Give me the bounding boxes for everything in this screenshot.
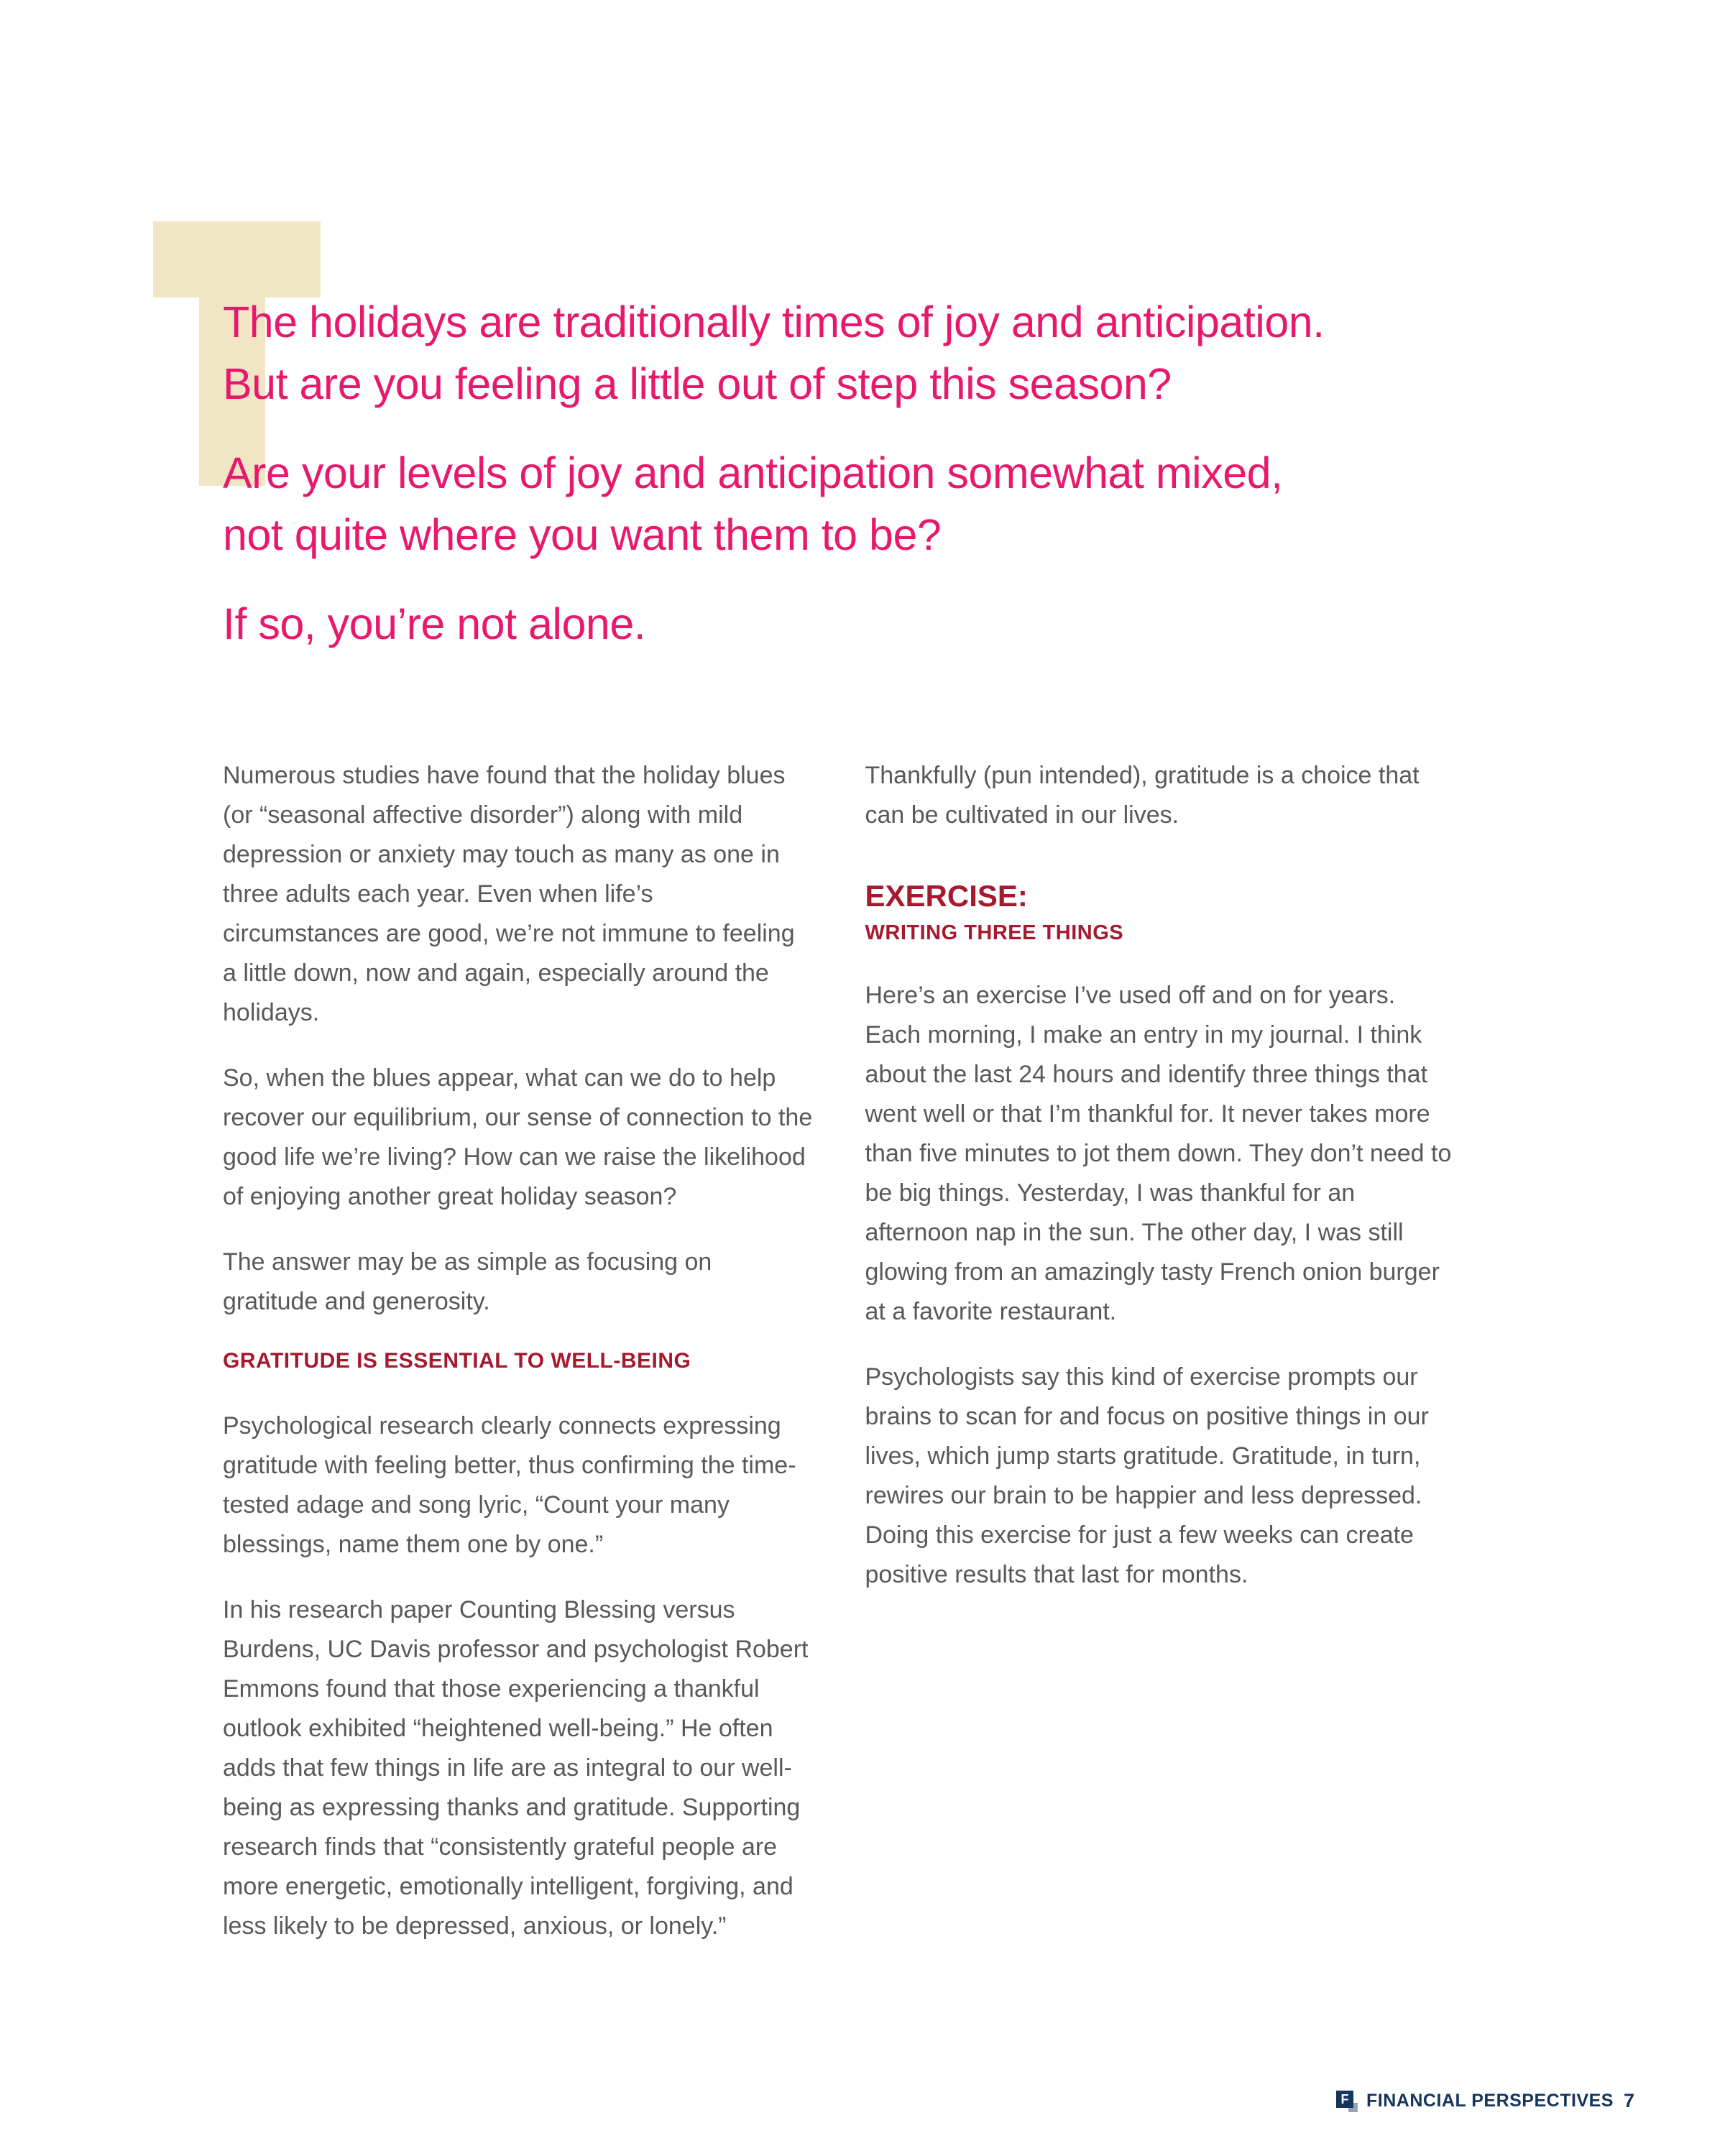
financial-perspectives-logo (1336, 2091, 1358, 2112)
body-paragraph: In his research paper Counting Blessing versus Burdens, UC Davis professor and psychologist Robert Emmons found that those experiencing a thankful outlook exhibited “heightened well-being.” He often adds that few things in life are as integral to our well-being as expressing thanks and gratitude. Supporting research finds that “consistently grateful people are more energetic, emotionally intelligent, forgiving, and less likely to be depressed, anxious, or lonely.” (223, 1596, 809, 1940)
logo-navy-square: F (1336, 2091, 1353, 2108)
headline-paragraph-2 (223, 442, 1588, 566)
headline-line: not quite where you want them to be? (223, 510, 942, 559)
exercise-heading: EXERCISE: (865, 879, 1028, 913)
page-footer (1336, 2090, 1634, 2112)
left-column (223, 756, 814, 1972)
headline (223, 291, 1588, 682)
headline-line: Are your levels of joy and anticipation somewhat mixed, (223, 448, 1283, 497)
body-paragraph: Numerous studies have found that the holiday blues (or “seasonal affective disorder”) along with mild depression or anxiety may touch as many as one in three adults each year. Even when life’s circumstances are good, we’re not immune to feeling a little down, now and again, especially around the holidays. (223, 762, 795, 1026)
body-paragraph: Psychologists say this kind of exercise prompts our brains to scan for and focus on positive things in our lives, which jump starts gratitude. Gratitude, in turn, rewires our brain to be happier and less depressed. Doing this exercise for just a few weeks can create positive results that last for months. (865, 1363, 1429, 1588)
body-columns (223, 756, 1455, 1972)
footer-brand-text: FINANCIAL PERSPECTIVES (1366, 2091, 1614, 2111)
headline-line: But are you feeling a little out of step this season? (223, 359, 1172, 408)
footer-page-number: 7 (1623, 2090, 1634, 2111)
exercise-subheading: WRITING THREE THINGS (865, 921, 1124, 944)
gratitude-section-heading: GRATITUDE IS ESSENTIAL TO WELL-BEING (223, 1349, 691, 1373)
headline-paragraph-1 (223, 291, 1588, 415)
headline-paragraph-3 (223, 593, 1588, 655)
body-paragraph: Here’s an exercise I’ve used off and on for years. Each morning, I make an entry in my journal. I think about the last 24 hours and identify three things that went well or that I’m thankful for. It never takes more than five minutes to jot them down. They don’t need to be big things. Yesterday, I was thankful for an afternoon nap in the sun. The other day, I was still glowing from an amazingly tasty French onion burger at a favorite restaurant. (865, 982, 1452, 1325)
right-column (865, 756, 1456, 1972)
body-paragraph: The answer may be as simple as focusing on gratitude and generosity. (223, 1248, 712, 1315)
headline-line: If so, you’re not alone. (223, 599, 646, 648)
body-paragraph: Thankfully (pun intended), gratitude is a choice that can be cultivated in our lives. (865, 762, 1420, 829)
body-paragraph: Psychological research clearly connects expressing gratitude with feeling better, thus confirming the time-tested adage and song lyric, “Count your many blessings, name them one by one.” (223, 1412, 796, 1558)
headline-line: The holidays are traditionally times of joy and anticipation. (223, 298, 1325, 346)
body-paragraph: So, when the blues appear, what can we do to help recover our equilibrium, our sense of connection to the good life we’re living? How can we raise the likelihood of enjoying another great holiday season? (223, 1064, 813, 1210)
